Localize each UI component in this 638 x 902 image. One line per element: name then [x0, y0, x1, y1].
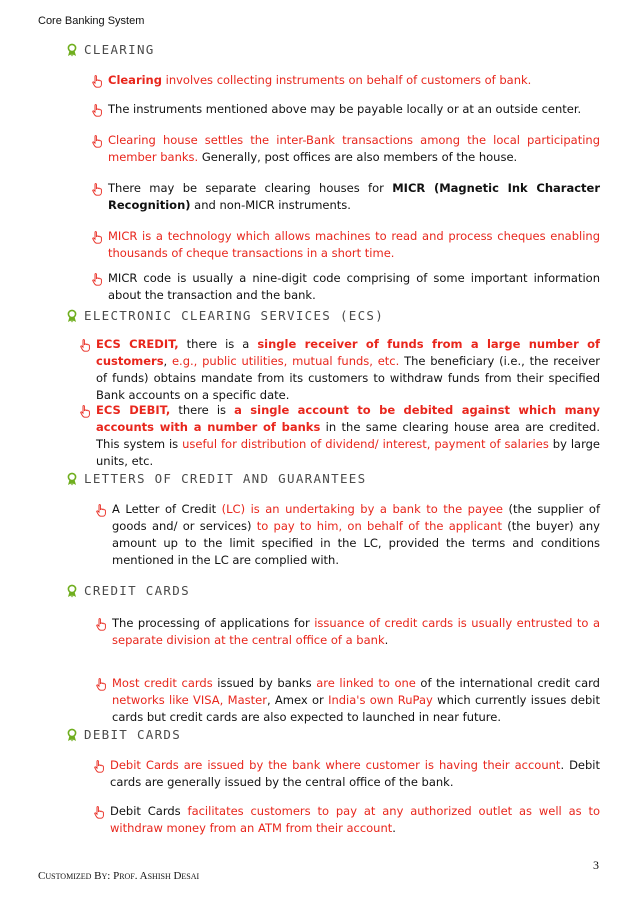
text-run: ,: [163, 354, 172, 368]
text-run: e.g., public utilities, mutual funds, etc.: [171, 354, 400, 368]
pointing-hand-icon: [92, 273, 102, 286]
section-debit-cards: [0, 725, 638, 835]
section-heading-text: DEBIT CARDS: [84, 727, 182, 742]
text-run: India's own RuPay: [328, 693, 433, 707]
text-run: The instruments mentioned above may be payable locally or at an outside center.: [108, 102, 582, 116]
bullet-item: [108, 228, 600, 262]
text-run: .: [392, 821, 396, 835]
text-run: The beneficiary (i.e., the receiver of funds) obtains mandate from its customers to withdraw funds from their specified Bank accounts on a specific date.: [96, 354, 600, 402]
pointing-hand-icon: [80, 405, 90, 418]
section-heading: [0, 725, 638, 747]
bullet-item: [110, 803, 600, 837]
text-run: issuance of credit cards is usually entrusted to a separate division at the central office of a bank: [112, 616, 600, 647]
text-run: A Letter of Credit: [112, 502, 222, 516]
pointing-hand-icon: [96, 678, 106, 691]
section-heading: [0, 40, 638, 62]
footer-credit: Customized By: Prof. Ashish Desai: [38, 870, 200, 882]
text-run: ECS DEBIT,: [96, 403, 171, 417]
text-run: (the supplier of goods and/ or services): [112, 502, 600, 533]
section-letters-of-credit-and-guarantees: [0, 469, 638, 567]
text-run: Most credit cards: [112, 676, 213, 690]
bullet-item: [108, 132, 600, 166]
section-credit-cards: [0, 581, 638, 724]
text-run: ECS CREDIT,: [96, 337, 179, 351]
text-run: which currently issues debit cards but credit cards are also expected to launched in near future.: [112, 693, 601, 724]
text-run: (the buyer) any amount up to the limit specified in the LC, provided the terms and conditions mentioned in the LC are complied with.: [112, 519, 600, 567]
bullet-item: [108, 270, 600, 304]
text-run: of the international credit card: [415, 676, 600, 690]
section-heading-text: LETTERS OF CREDIT AND GUARANTEES: [84, 471, 367, 486]
text-run: there is a: [178, 337, 258, 351]
section-heading-text: CLEARING: [84, 42, 155, 57]
pointing-hand-icon: [92, 75, 102, 88]
text-run: Debit Cards are issued by the bank where customer is having their account: [110, 758, 561, 772]
section-heading-text: ELECTRONIC CLEARING SERVICES (ECS): [84, 308, 385, 323]
bullet-item: [112, 615, 600, 649]
text-run: issued by banks: [212, 676, 317, 690]
text-run: (LC) is an undertaking by a bank to the payee: [221, 502, 503, 516]
section-electronic-clearing-services-ecs: [0, 306, 638, 468]
text-run: Debit Cards: [110, 804, 188, 818]
section-heading: [0, 469, 638, 491]
text-run: MICR is a technology which allows machines to read and process cheques enabling thousands of cheque transactions in a short time.: [108, 229, 600, 260]
bullet-item: [108, 180, 600, 214]
bullet-item: [112, 675, 600, 726]
text-run: .: [384, 633, 389, 647]
ribbon-icon: [66, 43, 78, 57]
pointing-hand-icon: [96, 504, 106, 517]
ribbon-icon: [66, 728, 78, 742]
text-run: are linked to one: [316, 676, 416, 690]
text-run: There may be separate clearing houses for: [108, 181, 393, 195]
pointing-hand-icon: [92, 135, 102, 148]
pointing-hand-icon: [92, 231, 102, 244]
pointing-hand-icon: [94, 806, 104, 819]
text-run: single receiver of funds from a large number of customers: [96, 337, 601, 368]
pointing-hand-icon: [92, 104, 102, 117]
ribbon-icon: [66, 584, 78, 598]
section-heading: [0, 306, 638, 328]
text-run: and non-MICR instruments.: [190, 198, 351, 212]
section-clearing: [0, 40, 638, 302]
section-heading-text: CREDIT CARDS: [84, 583, 190, 598]
text-run: useful for distribution of dividend/ interest, payment of salaries: [182, 437, 549, 451]
text-run: networks like VISA, Master: [112, 693, 267, 707]
pointing-hand-icon: [96, 618, 106, 631]
text-run: there is: [170, 403, 235, 417]
text-run: MICR code is usually a nine-digit code comprising of some important information about the transaction and the bank.: [108, 271, 600, 302]
section-heading: [0, 581, 638, 603]
text-run: The processing of applications for: [112, 616, 315, 630]
text-run: by large units, etc.: [96, 437, 600, 468]
text-run: . Debit cards are generally issued by the central office of the bank.: [110, 758, 601, 789]
bullet-item: [108, 101, 600, 118]
text-run: Clearing: [108, 73, 162, 87]
text-run: Clearing house settles the inter-Bank transactions among the local participating member banks.: [108, 133, 600, 164]
pointing-hand-icon: [80, 339, 90, 352]
pointing-hand-icon: [92, 183, 102, 196]
bullet-item: [112, 501, 600, 569]
text-run: facilitates customers to pay at any authorized outlet as well as to withdraw money from an ATM from their account: [110, 804, 601, 835]
text-run: MICR (Magnetic Ink Character Recognition): [108, 181, 600, 212]
ribbon-icon: [66, 472, 78, 486]
text-run: to pay to him, on behalf of the applicant: [256, 519, 502, 533]
bullet-item: [96, 402, 600, 470]
page-number: 3: [593, 858, 599, 872]
text-run: involves collecting instruments on behalf of customers of bank.: [161, 73, 532, 87]
pointing-hand-icon: [94, 760, 104, 773]
bullet-item: [108, 72, 600, 89]
bullet-item: [110, 757, 600, 791]
text-run: Generally, post offices are also members of the house.: [198, 150, 518, 164]
text-run: in the same clearing house area are credited. This system is: [96, 420, 600, 451]
page-header: Core Banking System: [38, 15, 145, 27]
bullet-item: [96, 336, 600, 404]
text-run: , Amex or: [266, 693, 329, 707]
text-run: a single account to be debited against which many accounts with a number of banks: [96, 403, 600, 434]
ribbon-icon: [66, 309, 78, 323]
